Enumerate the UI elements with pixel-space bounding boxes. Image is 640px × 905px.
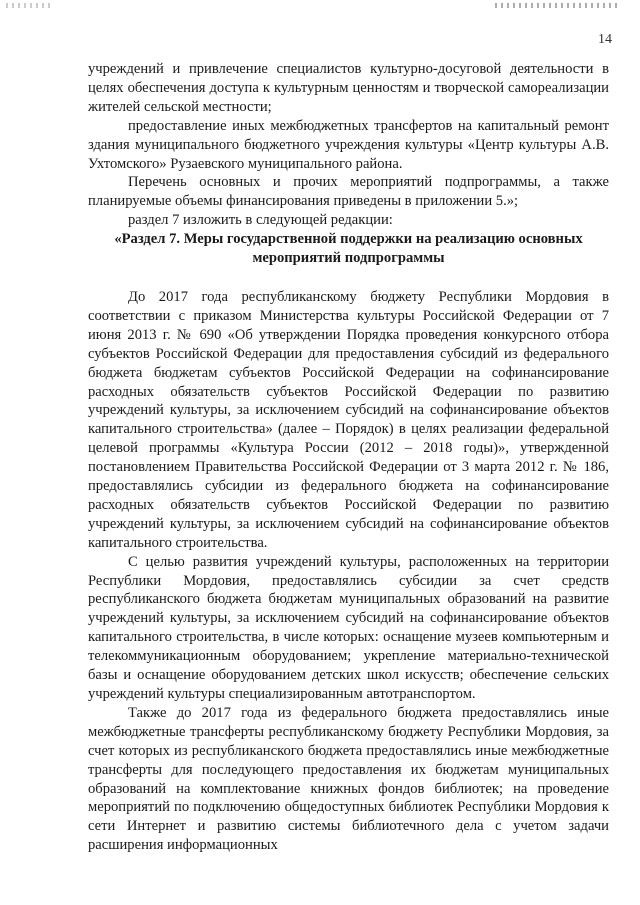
page-number: 14 xyxy=(598,32,612,47)
section-heading: «Раздел 7. Меры государственной поддержки на реализацию основных мероприятий подпрограммы xyxy=(114,231,583,267)
paragraph: Перечень основных и прочих мероприятий подпрограммы, а также планируемые объемы финансирования приведены в приложении 5.»; xyxy=(88,174,609,210)
paragraph: До 2017 года республиканскому бюджету Республики Мордовия в соответствии с приказом Министерства культуры Российской Федерации от 7 июня 2013 г. № 690 «Об утверждении Порядка проведения конкурсного отбора субъектов Российской Федерации для предоставления субсидий из федерального бюджета бюджетам субъектов Российской Федерации на софинансирование расходных обязательств субъектов Российской Федерации по развитию учреждений культуры, за исключением субсидий на софинансирование объектов капитального строительства» (далее – Порядок) в целях реализации федеральной целевой программы «Культура России (2012 – 2018 годы)», утвержденной постановлением Правительства Российской Федерации от 3 марта 2012 г. № 186, предоставлялись субсидии из федерального бюджета на софинансирование расходных обязательств субъектов Российской Федерации по развитию учреждений культуры, за исключением субсидий на софинансирование объектов капитального строительства. xyxy=(88,288,609,551)
paragraph: раздел 7 изложить в следующей редакции: xyxy=(128,212,393,229)
scan-artifact xyxy=(495,3,620,8)
document-body xyxy=(88,60,609,855)
paragraph: Также до 2017 года из федерального бюджета предоставлялись иные межбюджетные трансферты республиканскому бюджету Республики Мордовия, за счет которых из республиканского бюджета предоставлялись иные межбюджетные трансферты для последующего предоставления их бюджетам муниципальных образований на комплектование книжных фондов библиотек; на проведение мероприятий по подключению общедоступных библиотек Республики Мордовия к сети Интернет и развитию системы библиотечного дела с учетом задачи расширения информационных xyxy=(88,704,609,854)
scan-artifact xyxy=(6,3,54,8)
paragraph: учреждений и привлечение специалистов культурно-досуговой деятельности в целях обеспечения доступа к культурным ценностям и творческой самореализации жителей сельской местности; xyxy=(88,61,609,115)
paragraph: С целью развития учреждений культуры, расположенных на территории Республики Мордовия, предоставлялись субсидии за счет средств республиканского бюджета бюджетам муниципальных образований на развитие учреждений культуры, за исключением субсидий на софинансирование объектов капитального строительства, в числе которых: оснащение музеев компьютерным и телекоммуникационным оборудованием; укрепление материально-технической базы и оснащение оборудованием детских школ искусств; обеспечение сельских учреждений культуры специализированным автотранспортом. xyxy=(88,553,609,702)
paragraph: предоставление иных межбюджетных трансфертов на капитальный ремонт здания муниципального бюджетного учреждения культуры «Центр культуры А.В. Ухтомского» Рузаевского муниципального района. xyxy=(88,117,609,172)
